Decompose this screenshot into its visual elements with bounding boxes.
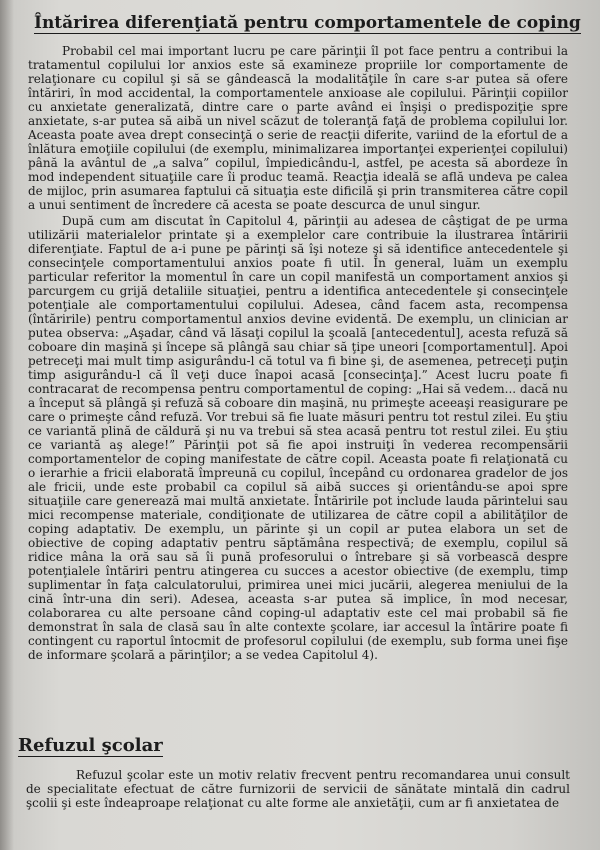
paragraph: Probabil cel mai important lucru pe care părinţii îl pot face pentru a contribui la tratamentul copilului lor anxios este să examineze propriile lor comportamente de relaţionare cu copilul şi să se gândească la modalităţile în care s-ar putea să ofere întăriri, în mod accidental, la comportamentele anxioase ale copilului. Părinţii copiilor cu anxietate generalizată, dintre care o parte având ei înşişi o predispoziţie spre anxietate, s-ar putea să aibă un nivel scăzut de toleranţă faţă de problema copilului lor. Aceasta poate avea drept consecinţă o serie de reacţii diferite, variind de la efortul de a înlătura emoţiile copilului (de exemplu, minimalizarea importanţei experienţei copilului) până la avântul de „a salva” copilul, împiedicându-l, astfel, pe acesta să abordeze în mod independent situaţiile care îi produc teamă. Reacţia ideală se află undeva pe calea de mijloc, prin asumarea faptului că situaţia este dificilă şi prin transmiterea către copil a unui sentiment de încredere că acesta se poate descurca de unul singur. bbox=[28, 44, 568, 212]
section-heading-school-refusal bbox=[18, 735, 163, 757]
paragraph: După cum am discutat în Capitolul 4, părinţii au adesea de câştigat de pe urma utilizării materialelor printate şi a exemplelor care contribuie la ilustrarea întăririi diferenţiate. Faptul de a-i pune pe părinţi să îşi noteze şi să identifice antecedentele şi consecinţele comportamentului anxios poate fi util. În general, luăm un exemplu particular referitor la momentul în care un copil manifestă un comportament anxios şi parcurgem cu grijă detaliile situaţiei, pentru a identifica antecedentele şi consecinţele potenţiale ale comportamentului copilului. Adesea, când facem asta, recompensa (întăririle) pentru comportamentul anxios devine evidentă. De exemplu, un clinician ar putea observa: „Aşadar, când vă lăsaţi copilul la şcoală [antecedentul], acesta refuză să coboare din maşină şi începe să plângă sau chiar să ţipe uneori [comportamentul]. Apoi petreceţi mai mult timp asigurându-l că totul va fi bine şi, de asemenea, petreceţi puţin timp asigurându-l că îl veţi duce înapoi acasă [consecinţa].” Acest lucru poate fi contracarat de recompensa pentru comportamentul de coping: „Hai să vedem... dacă nu a început să plângă şi refuză să coboare din maşină, nu primeşte aceeaşi reasigurare pe care o primeşte când refuză. Vor trebui să fie luate măsuri pentru tot restul zilei. Eu ştiu ce variantă plină de căldură şi nu va trebui să stea acasă pentru tot restul zilei. Eu ştiu ce variantă aş alege!” Părinţii pot să fie apoi instruiţi în vederea recompensării comportamentelor de coping manifestate de către copil. Aceasta poate fi relaţionată cu o ierarhie a fricii elaborată împreună cu copilul, începând cu ordonarea gradelor de jos ale fricii, unde este probabil ca copilul să aibă succes şi orientându-se apoi spre situaţiile care generează mai multă anxietate. Întăririle pot include lauda părintelui sau mici recompense materiale, condiţionate de utilizarea de către copil a abilităţilor de coping adaptativ. De exemplu, un părinte şi un copil ar putea elabora un set de obiective de coping adaptativ pentru săptămâna respectivă; de exemplu, copilul să ridice mâna la oră sau să îi pună profesorului o întrebare şi să vorbească despre potenţialele întăriri pentru atingerea cu succes a acestor obiective (de exemplu, timp suplimentar în faţa calculatorului, primirea unei mici jucării, alegerea meniului de la cină într-una din seri). Adesea, aceasta s-ar putea să implice, în mod necesar, colaborarea cu alte persoane când coping-ul adaptativ este cel mai probabil să fie demonstrat în sala de clasă sau în alte contexte şcolare, iar accesul la întărire poate fi contingent cu raportul întocmit de profesorul copilului (de exemplu, sub forma unei fişe de informare şcolară a părinţilor; a se vedea Capitolul 4). bbox=[28, 214, 568, 662]
section-body-differential-reinforcement bbox=[28, 44, 568, 664]
section-heading-text: Întărirea diferenţiată pentru comportamentele de coping bbox=[34, 13, 581, 33]
section-body-school-refusal bbox=[26, 768, 570, 810]
section-heading-text: Refuzul şcolar bbox=[18, 735, 163, 756]
section-heading-differential-reinforcement bbox=[34, 12, 581, 34]
paragraph: Refuzul şcolar este un motiv relativ frecvent pentru recomandarea unui consult de specialitate efectuat de către furnizorii de servicii de sănătate mintală din cadrul şcolii şi este îndeaproape relaţionat cu alte forme ale anxietăţii, cum ar fi anxietatea de bbox=[26, 768, 570, 810]
